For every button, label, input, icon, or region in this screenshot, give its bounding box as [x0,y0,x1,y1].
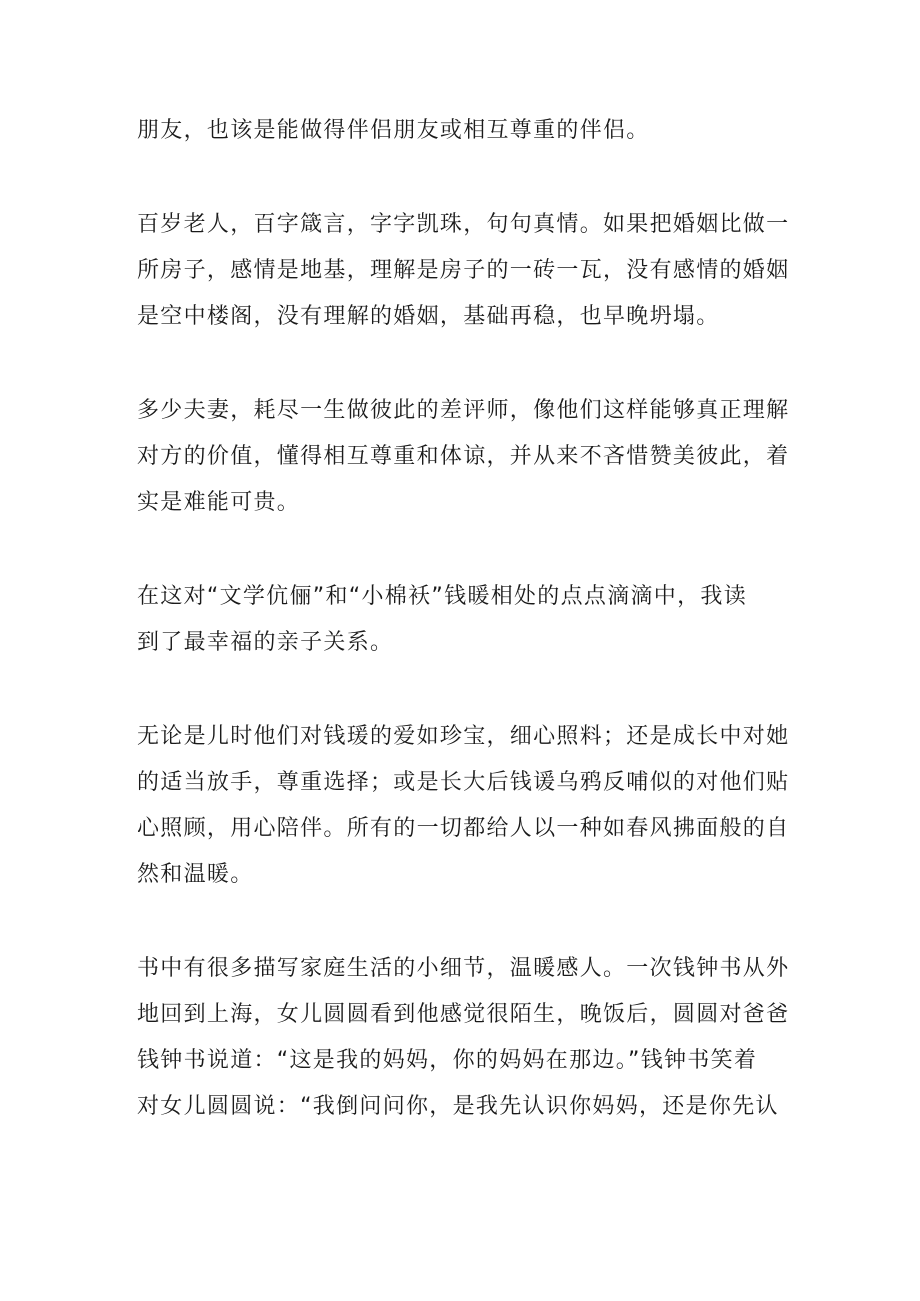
paragraph-line: 无论是儿时他们对钱瑗的爱如珍宝，细心照料；还是成长中对她 [137,724,790,749]
paragraph-line: 是空中楼阁，没有理解的婚姻，基础再稳，也早晚坍塌。 [137,304,720,329]
paragraph-line: 然和温暖。 [137,862,254,887]
paragraph-line: 对方的价值，懂得相互尊重和体谅，并从来不吝惜赞美彼此，着 [137,444,790,469]
paragraph-line: 对女儿圆圆说：“我倒问问你，是我先认识你妈妈，还是你先认 [137,1094,779,1119]
paragraph-line: 钱钟书说道：“这是我的妈妈，你的妈妈在那边。”钱钟书笑着 [137,1048,758,1073]
paragraph-line: 朋友，也该是能做得伴侣朋友或相互尊重的伴侣。 [137,118,650,143]
document-body [137,108,791,1178]
paragraph-5 [137,714,791,898]
paragraph-line: 所房子，感情是地基，理解是房子的一砖一瓦，没有感情的婚姻 [137,258,790,283]
paragraph-2 [137,202,791,340]
paragraph-line: 实是难能可贵。 [137,490,301,515]
paragraph-1 [137,108,791,154]
paragraph-line: 在这对“文学伉俪”和“小棉袄”钱暖相处的点点滴滴中，我读 [137,584,747,609]
paragraph-line: 地回到上海，女儿圆圆看到他感觉很陌生，晚饭后，圆圆对爸爸 [137,1002,790,1027]
paragraph-line: 书中有很多描写家庭生活的小细节，温暖感人。一次钱钟书从外 [137,956,790,981]
paragraph-3 [137,388,791,526]
paragraph-6 [137,946,791,1130]
paragraph-line: 多少夫妻，耗尽一生做彼此的差评师，像他们这样能够真正理解 [137,398,790,423]
paragraph-line: 到了最幸福的亲子关系。 [137,630,394,655]
paragraph-line: 的适当放手，尊重选择；或是长大后钱谖乌鸦反哺似的对他们贴 [137,770,790,795]
paragraph-line: 百岁老人，百字箴言，字字凯珠，句句真情。如果把婚姻比做一 [137,212,790,237]
paragraph-line: 心照顾，用心陪伴。所有的一切都给人以一种如春风拂面般的自 [137,816,790,841]
paragraph-4 [137,574,791,666]
